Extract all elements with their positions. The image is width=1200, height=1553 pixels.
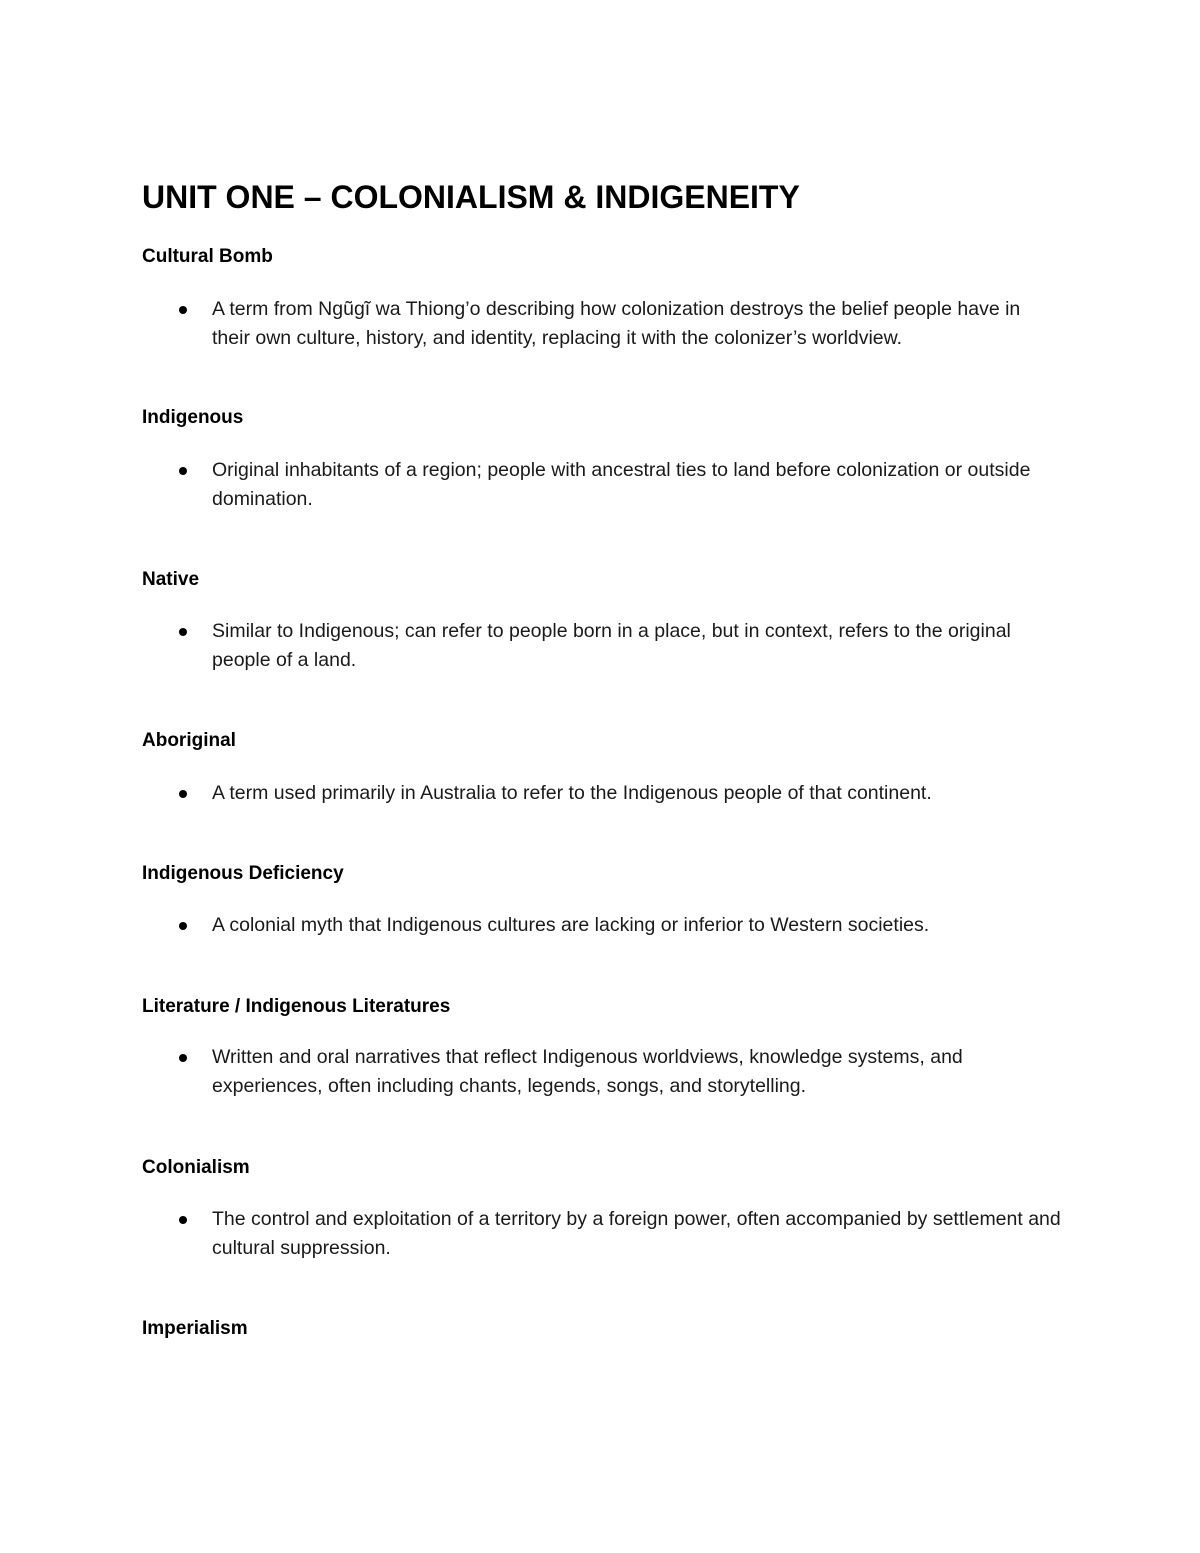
bullet-icon bbox=[179, 467, 187, 475]
definition-item bbox=[142, 617, 1062, 675]
term-heading-indigenous-literatures: Literature / Indigenous Literatures bbox=[142, 996, 451, 1017]
definition-text: A term from Ngũgĩ wa Thiong’o describing how colonization destroys the belief people have in their own culture, history, and identity, replacing it with the colonizer’s worldview. bbox=[212, 298, 1021, 349]
definition-item bbox=[142, 295, 1062, 353]
bullet-icon bbox=[179, 922, 187, 930]
bullet-icon bbox=[179, 628, 187, 636]
term-heading-cultural-bomb: Cultural Bomb bbox=[142, 246, 273, 267]
definition-text: The control and exploitation of a territory by a foreign power, often accompanied by settlement and cultural suppression. bbox=[212, 1208, 1061, 1259]
definition-item bbox=[142, 1205, 1062, 1263]
page-title: UNIT ONE – COLONIALISM & INDIGENEITY bbox=[142, 179, 800, 215]
bullet-icon bbox=[179, 790, 187, 798]
definition-item bbox=[142, 779, 1062, 808]
bullet-icon bbox=[179, 1216, 187, 1224]
term-heading-indigenous: Indigenous bbox=[142, 407, 244, 428]
definition-text: A colonial myth that Indigenous cultures are lacking or inferior to Western societies. bbox=[212, 914, 930, 936]
bullet-icon bbox=[179, 1054, 187, 1062]
definition-item bbox=[142, 911, 1062, 940]
term-heading-native: Native bbox=[142, 569, 200, 590]
definition-text: Original inhabitants of a region; people with ancestral ties to land before colonization or outside domination. bbox=[212, 459, 1031, 510]
definition-text: A term used primarily in Australia to refer to the Indigenous people of that continent. bbox=[212, 782, 932, 804]
definition-text: Written and oral narratives that reflect Indigenous worldviews, knowledge systems, and experiences, often including chants, legends, songs, and storytelling. bbox=[212, 1046, 963, 1097]
term-heading-indigenous-deficiency: Indigenous Deficiency bbox=[142, 863, 344, 884]
definition-item bbox=[142, 1043, 1062, 1101]
term-heading-aboriginal: Aboriginal bbox=[142, 730, 236, 751]
term-heading-imperialism: Imperialism bbox=[142, 1318, 248, 1339]
definition-text: Similar to Indigenous; can refer to people born in a place, but in context, refers to the original people of a land. bbox=[212, 620, 1011, 671]
bullet-icon bbox=[179, 306, 187, 314]
definition-item bbox=[142, 456, 1062, 514]
term-heading-colonialism: Colonialism bbox=[142, 1157, 250, 1178]
